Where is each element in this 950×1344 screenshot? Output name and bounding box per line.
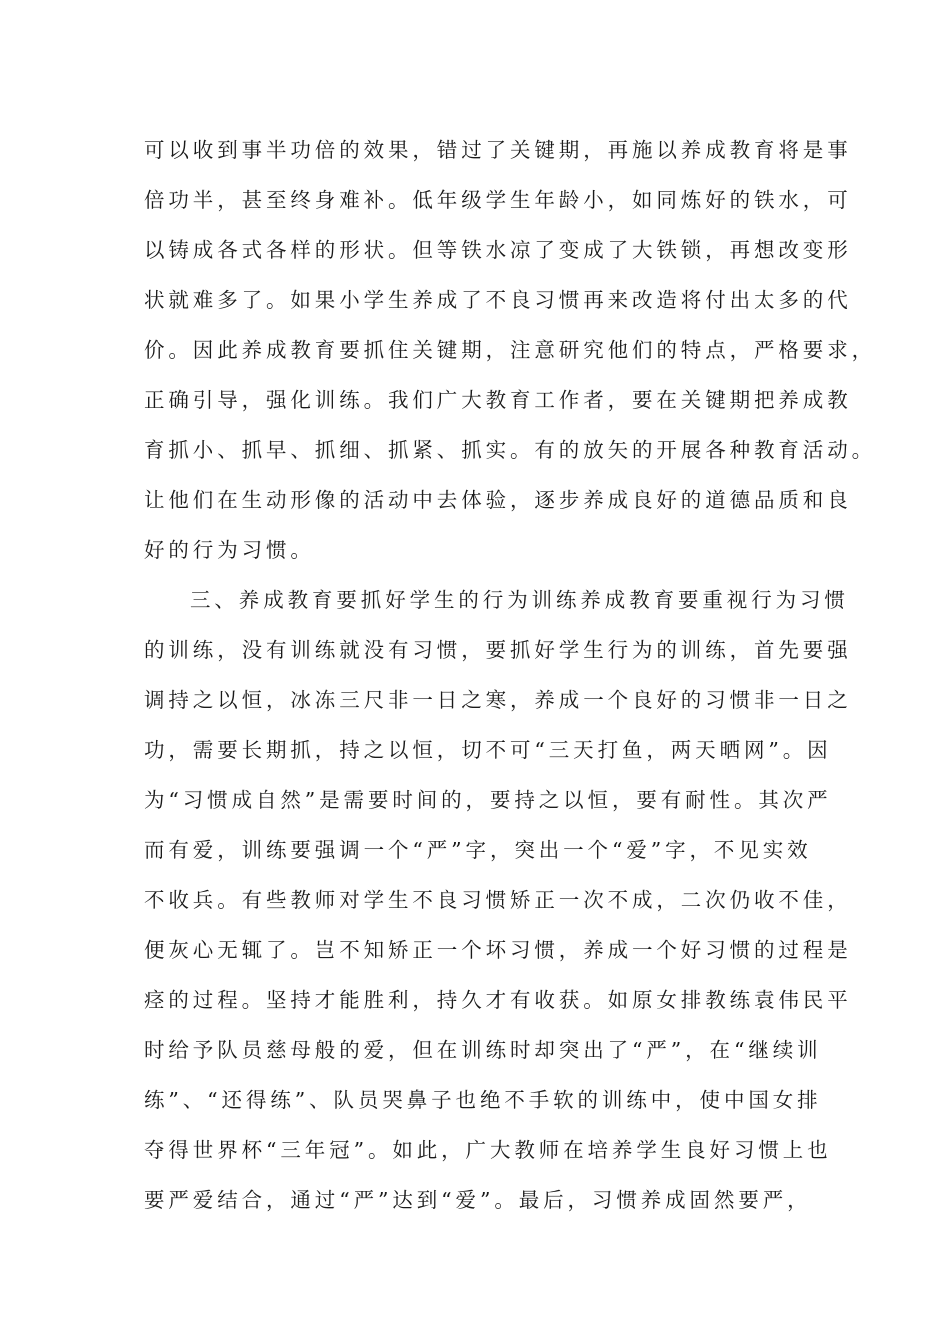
text-line: 育抓小、抓早、抓细、抓紧、抓实。有的放矢的开展各种教育活动。 xyxy=(144,438,876,462)
text-line: 要严爱结合，通过“严”达到“爱”。最后，习惯养成固然要严， xyxy=(144,1188,812,1212)
text-line: 让他们在生动形像的活动中去体验，逐步养成良好的道德品质和良 xyxy=(144,488,852,512)
text-line: 价。因此养成教育要抓住关键期，注意研究他们的特点，严格要求， xyxy=(144,338,876,362)
text-line: 练”、“还得练”、队员哭鼻子也绝不手软的训练中，使中国女排 xyxy=(144,1088,822,1112)
text-line: 倍功半，甚至终身难补。低年级学生年龄小，如同炼好的铁水，可 xyxy=(144,188,852,212)
text-line: 为“习惯成自然”是需要时间的，要持之以恒，要有耐性。其次严 xyxy=(144,788,832,812)
section-heading-line: 三、养成教育要抓好学生的行为训练养成教育要重视行为习惯 xyxy=(190,588,849,612)
text-line: 而有爱，训练要强调一个“严”字，突出一个“爱”字，不见实效 xyxy=(144,838,812,862)
text-line: 便灰心无辄了。岂不知矫正一个坏习惯，养成一个好习惯的过程是 xyxy=(144,938,852,962)
text-line: 调持之以恒，冰冻三尺非一日之寒，养成一个良好的习惯非一日之 xyxy=(144,688,852,712)
text-line: 不收兵。有些教师对学生不良习惯矫正一次不成，二次仍收不佳， xyxy=(144,888,852,912)
text-line: 以铸成各式各样的形状。但等铁水凉了变成了大铁锁，再想改变形 xyxy=(144,238,852,262)
text-line: 的训练，没有训练就没有习惯，要抓好学生行为的训练，首先要强 xyxy=(144,638,852,662)
text-line: 可以收到事半功倍的效果，错过了关键期，再施以养成教育将是事 xyxy=(144,138,852,162)
text-line: 功，需要长期抓，持之以恒，切不可“三天打鱼，两天晒网”。因 xyxy=(144,738,832,762)
text-line: 状就难多了。如果小学生养成了不良习惯再来改造将付出太多的代 xyxy=(144,288,852,312)
text-line: 好的行为习惯。 xyxy=(144,538,315,562)
text-line: 正确引导，强化训练。我们广大教育工作者，要在关键期把养成教 xyxy=(144,388,852,412)
text-line: 时给予队员慈母般的爱，但在训练时却突出了“严”，在“继续训 xyxy=(144,1038,822,1062)
text-line: 痉的过程。坚持才能胜利，持久才有收获。如原女排教练袁伟民平 xyxy=(144,988,852,1012)
text-line: 夺得世界杯“三年冠”。如此，广大教师在培养学生良好习惯上也 xyxy=(144,1138,832,1162)
